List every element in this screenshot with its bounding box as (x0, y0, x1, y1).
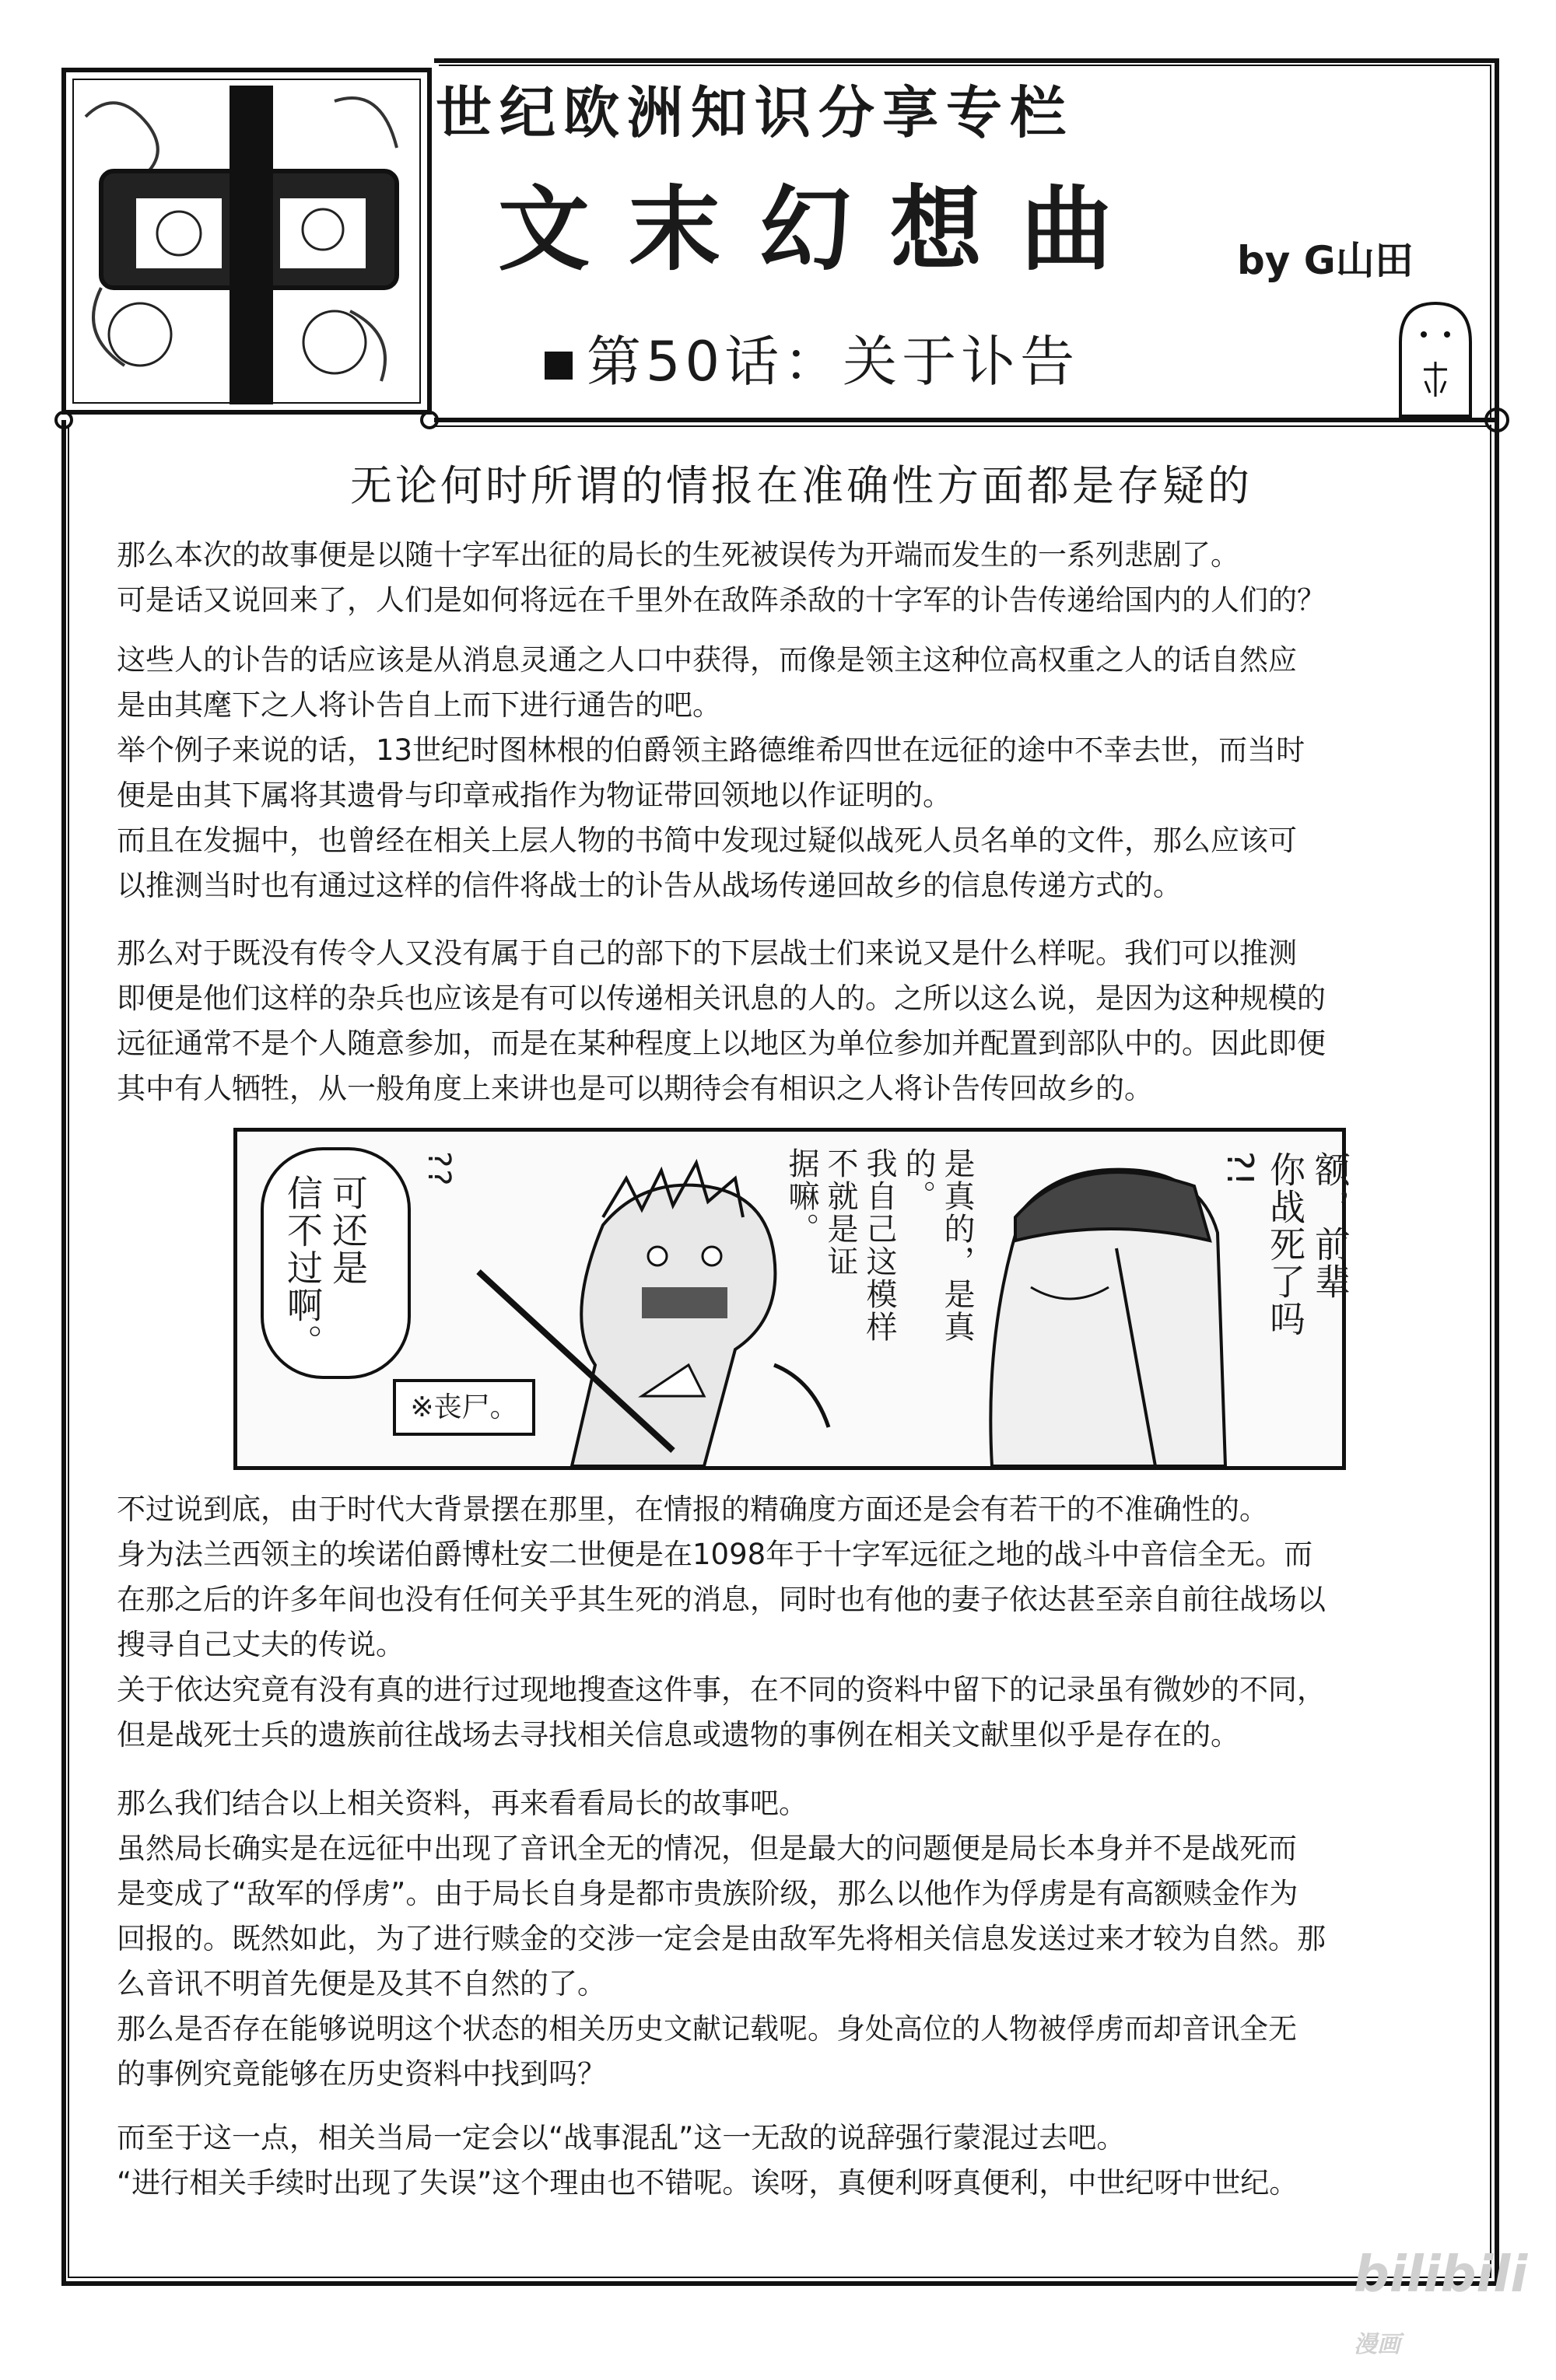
paragraph-line: 在那之后的许多年间也没有任何关乎其生死的消息，同时也有他的妻子依达甚至亲自前往战场以 (117, 1583, 1326, 1616)
paragraph-line: 是由其麾下之人将讣告自上而下进行通告的吧。 (117, 688, 721, 722)
paragraph-line: 是变成了“敌军的俘虏”。由于局长自身是都市贵族阶级，那么以他作为俘虏是有高额赎金作为 (117, 1877, 1298, 1910)
panel-caption: ※丧尸。 (393, 1379, 535, 1436)
paragraph-line: 那么是否存在能够说明这个状态的相关历史文献记载呢。身处高位的人物被俘虏而却音讯全无 (117, 2012, 1297, 2046)
paragraph-line: 即便是他们这样的杂兵也应该是有可以传递相关讯息的人的。之所以这么说，是因为这种规模的 (117, 982, 1326, 1015)
sfx-question: ?? (421, 1151, 457, 1188)
square-bullet-icon (545, 319, 1323, 404)
paragraph (117, 931, 1463, 1111)
paragraph-line: 回报的。既然如此，为了进行赎金的交涉一定会是由敌军先将相关信息发送过来才较为自然。那 (117, 1922, 1326, 1955)
paragraph-line: 搜寻自己丈夫的传说。 (117, 1628, 405, 1661)
speech-bubble-text-right: 额，前辈 你战死了吗 ?! (1219, 1151, 1351, 1338)
paragraph-line: 举个例子来说的话，13世纪时图林根的伯爵领主路德维希四世在远征的途中不幸去世，而当时 (117, 733, 1305, 767)
paragraph (117, 533, 1463, 623)
subtitle: 无论何时所谓的情报在准确性方面都是存疑的 (350, 461, 1253, 510)
paragraph-line: 可是话又说回来了，人们是如何将远在千里外在敌阵杀敌的十字军的讣告传递给国内的人们的？ (117, 583, 1326, 617)
paragraph (117, 1487, 1463, 1758)
paragraph-line: 但是战死士兵的遗族前往战场去寻找相关信息或遗物的事例在相关文献里似乎是存在的。 (117, 1718, 1239, 1752)
series-title: 文末幻想曲 (498, 176, 1152, 283)
header-logo (54, 54, 436, 420)
paragraph-line: 其中有人牺牲，从一般角度上来讲也是可以期待会有相识之人将讣告传回故乡的。 (117, 1072, 1153, 1105)
paragraph-line: 便是由其下属将其遗骨与印章戒指作为物证带回领地以作证明的。 (117, 779, 951, 812)
paragraph-line: 以推测当时也有通过这样的信件将战士的讣告从战场传递回故乡的信息传递方式的。 (117, 869, 1182, 902)
episode-title-text: 第50话：关于讣告 (587, 330, 1080, 394)
mascot-illustration (1393, 296, 1478, 420)
column-name: 世纪欧洲知识分享专栏 (436, 80, 1074, 145)
paragraph-line: 虽然局长确实是在远征中出现了音讯全无的情况，但是最大的问题便是局长本身并不是战死而 (117, 1832, 1297, 1865)
comic-panel (233, 1128, 1351, 1470)
speech-bubble-text-middle: 是真的，是真的。 我自己这模样 不就是证 据嘛。 (783, 1147, 975, 1343)
paragraph-line: 那么本次的故事便是以随十字军出征的局长的生死被误传为开端而发生的一系列悲剧了。 (117, 538, 1239, 572)
paragraph-line: “进行相关手续时出现了失误”这个理由也不错呢。诶呀，真便利呀真便利，中世纪呀中世纪。 (117, 2166, 1298, 2200)
paragraph (117, 1781, 1463, 2097)
paragraph-line: 那么对于既没有传令人又没有属于自己的部下的下层战士们来说又是什么样呢。我们可以推测 (117, 936, 1297, 970)
paragraph-line: 不过说到底，由于时代大背景摆在那里，在情报的精确度方面还是会有若干的不准确性的。 (117, 1493, 1268, 1526)
speech-bubble-text-left: 可还是 信不过啊。 (282, 1174, 369, 1361)
paragraph-line: 关于依达究竟有没有真的进行过现地搜查这件事，在不同的资料中留下的记录虽有微妙的不同， (117, 1673, 1326, 1706)
paragraph-line: 而且在发掘中，也曾经在相关上层人物的书简中发现过疑似战死人员名单的文件，那么应该可 (117, 824, 1297, 857)
author-byline: by G山田 (1237, 238, 1414, 283)
paragraph-line: 远征通常不是个人随意参加，而是在某种程度上以地区为单位参加并配置到部队中的。因此即便 (117, 1027, 1326, 1060)
paragraph-line: 么音讯不明首先便是及其不自然的了。 (117, 1967, 606, 2000)
paragraph-line: 那么我们结合以上相关资料，再来看看局长的故事吧。 (117, 1787, 808, 1820)
paragraph-line: 而至于这一点，相关当局一定会以“战事混乱”这一无敌的说辞强行蒙混过去吧。 (117, 2121, 1126, 2154)
paragraph-line: 的事例究竟能够在历史资料中找到吗？ (117, 2057, 606, 2091)
paragraph (117, 2116, 1463, 2206)
paragraph-line: 身为法兰西领主的埃诺伯爵博杜安二世便是在1098年于十字军远征之地的战斗中音信全无。而 (117, 1538, 1313, 1571)
paragraph-line: 这些人的讣告的话应该是从消息灵通之人口中获得，而像是领主这种位高权重之人的话自然应 (117, 643, 1297, 677)
bilibili-watermark: bilibili$^{漫画}$ (1354, 2246, 1528, 2358)
paragraph (117, 638, 1463, 908)
